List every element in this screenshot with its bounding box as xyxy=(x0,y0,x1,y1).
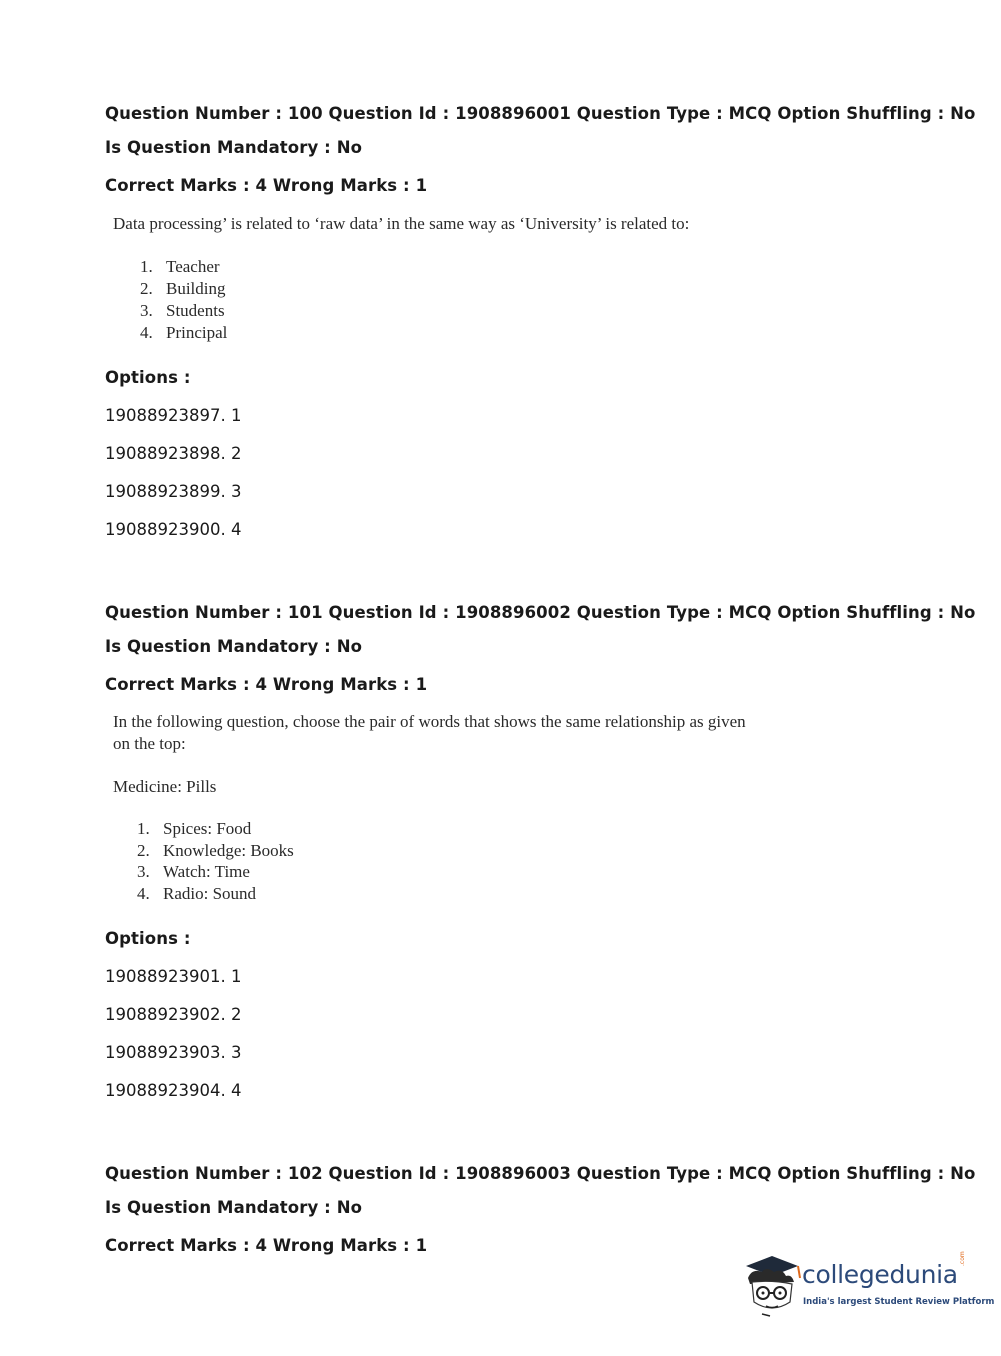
question-100-options-label: Options : xyxy=(105,368,191,387)
logo-wordmark: collegedunia xyxy=(802,1260,958,1289)
choice-item: 3. Watch: Time xyxy=(137,862,250,881)
option-line: 19088923902. 2 xyxy=(105,1005,242,1024)
question-101-stem-line: on the top: xyxy=(113,734,186,753)
choice-item: 2. Knowledge: Books xyxy=(137,841,294,860)
logo-tagline: India's largest Student Review Platform xyxy=(803,1297,995,1307)
question-101-stem-line: In the following question, choose the pair of words that shows the same relationship as given xyxy=(113,712,746,731)
choice-item: 3. Students xyxy=(140,301,225,320)
choice-item: 1. Spices: Food xyxy=(137,819,252,838)
question-100-marks: Correct Marks : 4 Wrong Marks : 1 xyxy=(105,176,428,195)
choice-item: 4. Radio: Sound xyxy=(137,884,257,903)
question-101-options-label: Options : xyxy=(105,929,191,948)
choice-item: 1. Teacher xyxy=(140,257,220,276)
question-101-header: Question Number : 101 Question Id : 1908896002 Question Type : MCQ Option Shuffling : No xyxy=(105,603,976,622)
collegedunia-logo[interactable] xyxy=(742,1251,995,1318)
question-102-header: Question Number : 102 Question Id : 1908896003 Question Type : MCQ Option Shuffling : No xyxy=(105,1164,976,1183)
mascot-icon xyxy=(742,1252,804,1318)
question-101-marks: Correct Marks : 4 Wrong Marks : 1 xyxy=(105,675,428,694)
choice-item: 2. Building xyxy=(140,279,226,298)
option-line: 19088923900. 4 xyxy=(105,520,242,539)
choice-item: 4. Principal xyxy=(140,323,228,342)
question-101-pair: Medicine: Pills xyxy=(113,777,217,796)
question-102-mandatory: Is Question Mandatory : No xyxy=(105,1198,363,1217)
question-102-marks: Correct Marks : 4 Wrong Marks : 1 xyxy=(105,1236,428,1255)
logo-suffix: .com xyxy=(959,1251,966,1266)
question-100-mandatory: Is Question Mandatory : No xyxy=(105,138,363,157)
option-line: 19088923898. 2 xyxy=(105,444,242,463)
option-line: 19088923901. 1 xyxy=(105,967,242,986)
option-line: 19088923904. 4 xyxy=(105,1081,242,1100)
question-100-stem: Data processing’ is related to ‘raw data’ in the same way as ‘University’ is related to: xyxy=(113,214,690,233)
option-line: 19088923899. 3 xyxy=(105,482,242,501)
question-101-mandatory: Is Question Mandatory : No xyxy=(105,637,363,656)
question-100-header: Question Number : 100 Question Id : 1908896001 Question Type : MCQ Option Shuffling : No xyxy=(105,104,976,123)
option-line: 19088923903. 3 xyxy=(105,1043,242,1062)
option-line: 19088923897. 1 xyxy=(105,406,242,425)
